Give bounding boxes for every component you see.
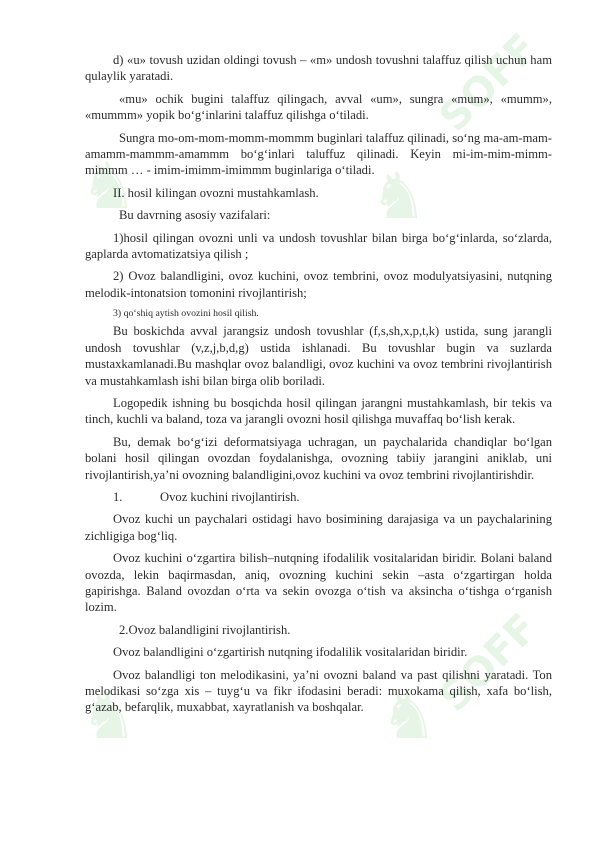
- paragraph: d) «u» tovush uzidan oldingi tovush – «m» undosh tovushni talaffuz qilish uchun ham qulaylik yaratadi.: [85, 53, 552, 84]
- paragraph: Bu, demak bo‘g‘izi deformatsiyaga uchragan, un paychalarida chandiqlar bo‘lgan bolani hosil qilingan ovozdan foydalanishga, ovozning tabiiy jarangini aniklab, uni rivojlantirish,ya’ni ovozning balandligini,ovoz kuchini va ovoz tembrini rivojlantirishdir.: [85, 434, 552, 482]
- paragraph: «mu» ochik bugini talaffuz qilingach, avval «um», sungra «mum», «mumm», «mummm» yopik bo‘g‘inlarini talaffuz qilishga o‘tiladi.: [85, 91, 552, 123]
- paragraph: Ovoz balandligi ton melodikasini, ya’ni ovozni baland va past qilishni yaratadi. Ton melodikasi so‘zga xis – tuyg‘u va fikr ifodasini beradi: muxokama qilish, xafa bo‘lish, g‘azab, befarqlik, muxabbat, xayratlanish va boshqalar.: [85, 667, 552, 715]
- watermark-logo: ♞: [80, 150, 138, 224]
- paragraph: Logopedik ishning bu bosqichda hosil qilingan jarangni mustahkamlash, bir tekis va tinch, kuchli va baland, toza va jarangli ovozni hosil qilishga muvaffaq bo‘lish kerak.: [85, 395, 552, 427]
- section-heading: 2.Ovoz balandligini rivojlantirish.: [119, 622, 291, 637]
- paragraph: Ovoz balandligini o‘zgartirish nutqning ifodalilik vositalaridan biridir.: [113, 645, 468, 660]
- watermark-logo: ♞: [370, 160, 428, 234]
- document-page: [85, 52, 552, 722]
- watermark-text: SOFF: [430, 605, 547, 721]
- watermark-logo: ♞: [380, 680, 438, 754]
- paragraph: Bu davrning asosiy vazifalari:: [119, 208, 271, 223]
- list-item: 1)hosil qilingan ovozni unli va undosh tovushlar bilan birga bo‘g‘inlarda, so‘zlarda, gaplarda avtomatizatsiya qilish ;: [85, 230, 552, 262]
- watermark-logo: ♞: [80, 680, 138, 754]
- paragraph: Ovoz kuchi un paychalari ostidagi havo bosimining darajasiga va un paychalarining zichligiga bog‘liq.: [85, 512, 552, 543]
- watermark-text: SOFF: [430, 25, 547, 141]
- paragraph: Sungra mo-om-mom-momm-mommm buginlari talaffuz qilinadi, so‘ng ma-am-mam-amamm-mammm-amammm bo‘g‘inlari taluffuz qilinadi. Keyin mi-im-mim-mimm-mimmm … - imim-imimm-imimmm buginlariga o‘tiladi.: [85, 130, 552, 178]
- section-heading: II. hosil kilingan ovozni mustahkamlash.: [113, 185, 319, 200]
- heading-text: Ovoz kuchini rivojlantirish.: [160, 489, 300, 504]
- list-item: 2) Ovoz balandligini, ovoz kuchini, ovoz tembrini, ovoz modulyatsiyasini, nutqning melodik-intonatsion tomonini rivojlantirish;: [85, 269, 552, 300]
- paragraph: Ovoz kuchini o‘zgartira bilish–nutqning ifodalilik vositalaridan biridir. Bolani baland ovozda, lekin baqirmasdan, aniq, ovozning kuchini sekin –asta o‘zgartirgan holda gapirishga. Baland ovozdan o‘rta va sekin ovozga o‘tish va aksincha o‘tishga o‘rganish lozim.: [85, 551, 552, 615]
- numbered-heading: [85, 489, 552, 505]
- heading-number: 1.: [113, 489, 123, 504]
- paragraph: Bu boskichda avval jarangsiz undosh tovushlar (f,s,sh,x,p,t,k) ustida, sung jarangli undosh tovushlar (v,z,j,b,d,g) ustida ishlanadi. Bu tovushlar bugin va suzlarda mustaxkamlanadi.Bu mashqlar ovoz balandligi, ovoz kuchini va ovoz tembrini rivojlantirish va mustahkamlash ishi bilan birga olib boriladi.: [85, 324, 552, 388]
- list-item: 3) qo‘shiq aytish ovozini hosil qilish.: [113, 308, 259, 320]
